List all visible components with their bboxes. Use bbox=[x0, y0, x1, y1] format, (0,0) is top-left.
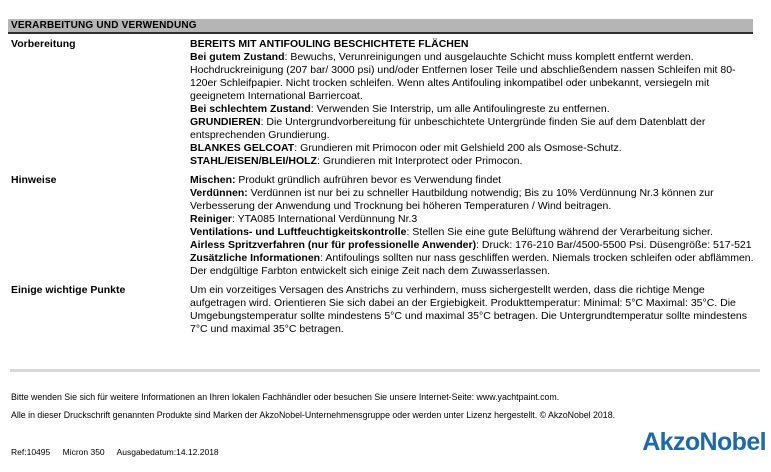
spec-paragraph-text: Produkt gründlich aufrühren bevor es Verwendung findet bbox=[235, 174, 502, 186]
spec-paragraph-lead: STAHL/EISEN/BLEI/HOLZ bbox=[190, 155, 317, 167]
section-content bbox=[190, 174, 760, 278]
spec-paragraph-text: : Druck: 176-210 Bar/4500-5500 Psi. Düsengröße: 517-521 bbox=[476, 239, 752, 251]
section-header-bar bbox=[8, 19, 753, 34]
spec-paragraph-lead: Zusätzliche Informationen bbox=[190, 252, 321, 264]
footer-info-note: Bitte wenden Sie sich für weitere Informationen an Ihren lokalen Fachhändler oder besuchen Sie unsere Internet-Seite: www.yachtpaint.com. bbox=[11, 392, 560, 402]
spec-paragraph bbox=[190, 155, 760, 168]
spec-paragraph bbox=[190, 116, 760, 142]
spec-paragraph-lead: GRUNDIEREN bbox=[190, 116, 261, 128]
spec-paragraph bbox=[190, 187, 760, 213]
spec-paragraph-text: : YTA085 International Verdünnung Nr.3 bbox=[232, 213, 418, 225]
spec-paragraph-text: Um ein vorzeitiges Versagen des Anstrichs zu verhindern, muss sichergestellt werden, dass die richtige Menge aufgetragen wird. Orientieren Sie sich dabei an der Ergiebigkeit. Produkttemperatur: Minimal: 5°C Maximal: 35°C. Die Umgebungstemperatur sollte mindestens 5°C und maximal 35°C betragen. Die Untergrundtemperatur sollte mindestens 7°C und maximal 35°C betragen. bbox=[190, 284, 748, 335]
section-label: Vorbereitung bbox=[11, 38, 76, 50]
spec-paragraph-text: : Grundieren mit Interprotect oder Primocon. bbox=[316, 155, 523, 167]
spec-paragraph-lead: Ventilations- und Luftfeuchtigkeitskontrolle bbox=[190, 226, 407, 238]
spec-paragraph-lead: Bei schlechtem Zustand bbox=[190, 103, 311, 115]
section-wichtige-punkte bbox=[0, 284, 771, 336]
spec-paragraph bbox=[190, 213, 760, 226]
footer-divider bbox=[10, 369, 760, 372]
ref-number: Ref:10495 bbox=[11, 447, 51, 457]
spec-paragraph bbox=[190, 38, 760, 51]
section-label: Hinweise bbox=[11, 174, 57, 186]
spec-paragraph bbox=[190, 103, 760, 116]
spec-paragraph-lead: Verdünnen: bbox=[190, 187, 248, 199]
spec-paragraph bbox=[190, 284, 760, 336]
section-label: Einige wichtige Punkte bbox=[11, 284, 126, 296]
spec-paragraph-text: : Stellen Sie eine gute Belüftung während der Verarbeitung sicher. bbox=[406, 226, 713, 238]
spec-paragraph-lead: Airless Spritzverfahren (nur für professionelle Anwender) bbox=[190, 239, 477, 251]
section-vorbereitung bbox=[0, 38, 771, 168]
spec-paragraph-text: : Bewuchs, Verunreinigungen und ausgelauchte Schicht muss komplett entfernt werden. Hochdruckreinigung (207 bar/ 3000 psi) und/oder Entfernen loser Teile und abschließendem nassen Schleifen mit 80-120er Schleifpapier. Nicht trocken schleifen. Wenn altes Antifouling inkompatibel oder unbekannt, versiegeln mit geeignetem International Barriercoat. bbox=[190, 51, 736, 102]
spec-paragraph-lead: BEREITS MIT ANTIFOULING BESCHICHTETE FLÄCHEN bbox=[190, 38, 469, 50]
spec-paragraph bbox=[190, 174, 760, 187]
issue-date: Ausgabedatum:14.12.2018 bbox=[116, 447, 219, 457]
spec-paragraph bbox=[190, 51, 760, 103]
spec-paragraph-text: : Antifoulings sollten nur nass geschliffen werden. Niemals trocken schleifen oder abflämmen. Der endgültige Farbton entwickelt sich einige Zeit nach dem Zuwasserlassen. bbox=[190, 252, 754, 277]
spec-paragraph bbox=[190, 239, 760, 252]
section-content bbox=[190, 38, 760, 168]
spec-paragraph-lead: Reiniger bbox=[190, 213, 233, 225]
product-name: Micron 350 bbox=[62, 447, 105, 457]
spec-paragraph-text: : Verwenden Sie Interstrip, um alle Antifoulingreste zu entfernen. bbox=[310, 103, 610, 115]
spec-paragraph-lead: Mischen: bbox=[190, 174, 236, 186]
footer-ref-line bbox=[11, 447, 229, 457]
spec-paragraph-text: : Die Untergrundvorbereitung für unbeschichtete Untergründe finden Sie auf dem Datenblatt der entsprechenden Grundierung. bbox=[190, 116, 706, 141]
section-header-title: VERARBEITUNG UND VERWENDUNG bbox=[11, 20, 197, 31]
spec-paragraph bbox=[190, 252, 760, 278]
section-content bbox=[190, 284, 760, 336]
spec-paragraph-lead: BLANKES GELCOAT bbox=[190, 142, 295, 154]
footer-trademark-note: Alle in dieser Druckschrift genannten Produkte sind Marken der AkzoNobel-Unternehmensgruppe oder werden unter Lizenz hergestellt. © AkzoNobel 2018. bbox=[11, 410, 616, 420]
datasheet-body bbox=[0, 38, 771, 342]
spec-paragraph-lead: Bei gutem Zustand bbox=[190, 51, 285, 63]
spec-paragraph-text: : Grundieren mit Primocon oder mit Gelshield 200 als Osmose-Schutz. bbox=[294, 142, 622, 154]
akzonobel-logo: AkzoNobel bbox=[642, 428, 766, 456]
spec-paragraph bbox=[190, 142, 760, 155]
section-hinweise bbox=[0, 174, 771, 278]
spec-paragraph bbox=[190, 226, 760, 239]
spec-paragraph-text: Verdünnen ist nur bei zu schneller Hautbildung notwendig; Bis zu 10% Verdünnung Nr.3 können zur Verbesserung der Anwendung und Trocknung bei höheren Temperaturen / Wind beitragen. bbox=[190, 187, 714, 212]
